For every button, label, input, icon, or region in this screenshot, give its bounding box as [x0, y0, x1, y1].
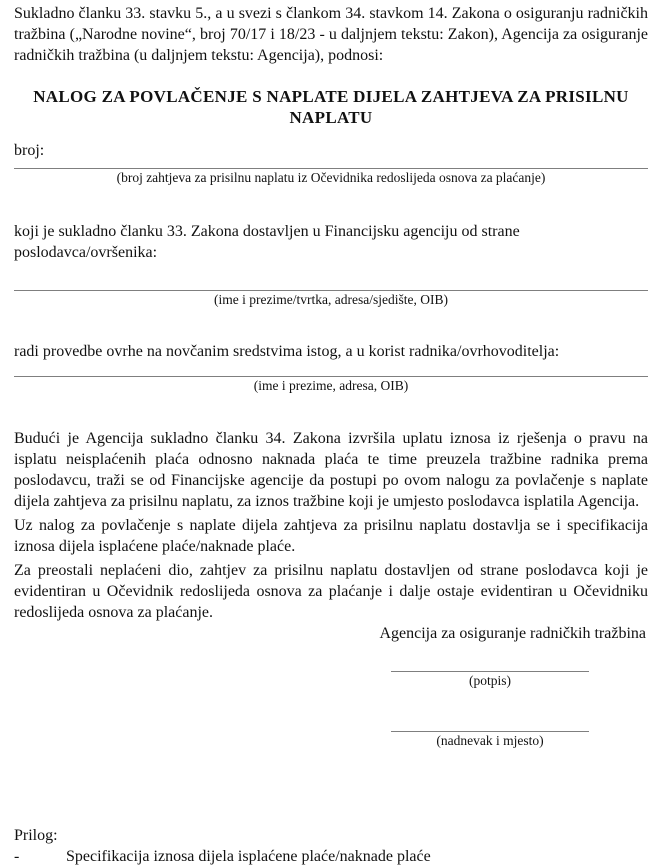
buduci-paragraph: Budući je Agencija sukladno članku 34. Zakona izvršila uplatu iznosa iz rješenja o pravu na isplatu neisplaćenih plaća odnosno naknada plaća te time preuzela tražbine radnika prema poslodavcu, traži se od Financijske agencije da postupi po ovom nalogu za povlačenje s naplate dijela zahtjeva za prisilnu naplatu, za iznos tražbine koji je umjesto poslodavca isplatila Agencija. [14, 430, 648, 510]
number-field-label: broj: [14, 142, 45, 159]
attachment-item-text: Specifikacija iznosa dijela isplaćene plaće/naknade plaće [66, 848, 431, 865]
enforcement-paragraph: radi provedbe ovrhe na novčanim sredstvima istog, a u korist radnika/ovrhovoditelja: [14, 343, 560, 360]
date-place-block [391, 731, 589, 750]
signer-name: Agencija za osiguranje radničkih tražbina [379, 625, 646, 642]
za-preostali-paragraph: Za preostali neplaćeni dio, zahtjev za prisilnu naplatu dostavljen od strane poslodavca koji je evidentiran u Očevidnik redoslijeda osnova za plaćanje i dalje ostaje evidentiran u Očevidniku redoslijeda osnova za plaćanje. [14, 562, 648, 621]
attachment-bullet: - [14, 848, 20, 865]
intro-paragraph: Sukladno članku 33. stavku 5., a u svezi s člankom 34. stavkom 14. Zakona o osiguranju radničkih tražbina („Narodne novine“, broj 70/17 i 18/23 - u daljnjem tekstu: Zakon), Agencija za osiguranje radničkih tražbina (u daljnjem tekstu: Agencija), podnosi: [14, 5, 648, 64]
number-fill-field [14, 168, 648, 187]
worker-fill-field [14, 376, 648, 395]
attachment-label: Prilog: [14, 827, 58, 844]
worker-field-caption: (ime i prezime, adresa, OIB) [253, 378, 409, 393]
delivered-paragraph: koji je sukladno članku 33. Zakona dostavljen u Financijsku agenciju od strane poslodavca/ovršenika: [14, 223, 520, 261]
date-place-caption: (nadnevak i mjesto) [436, 733, 544, 748]
attachment-item [14, 846, 648, 867]
number-field-caption: (broj zahtjeva za prisilnu naplatu iz Očevidnika redoslijeda osnova za plaćanje) [116, 170, 546, 185]
signature-caption: (potpis) [469, 673, 511, 688]
employer-fill-field [14, 290, 648, 309]
signature-block [391, 671, 589, 690]
uz-nalog-paragraph: Uz nalog za povlačenje s naplate dijela zahtjeva za prisilnu naplatu dostavlja se i specifikacija iznosa dijela isplaćene plaće/naknade plaće. [14, 517, 648, 555]
employer-field-caption: (ime i prezime/tvrtka, adresa/sjedište, OIB) [214, 292, 448, 307]
document-title: NALOG ZA POVLAČENJE S NAPLATE DIJELA ZAHTJEVA ZA PRISILNU NAPLATU [33, 87, 629, 127]
